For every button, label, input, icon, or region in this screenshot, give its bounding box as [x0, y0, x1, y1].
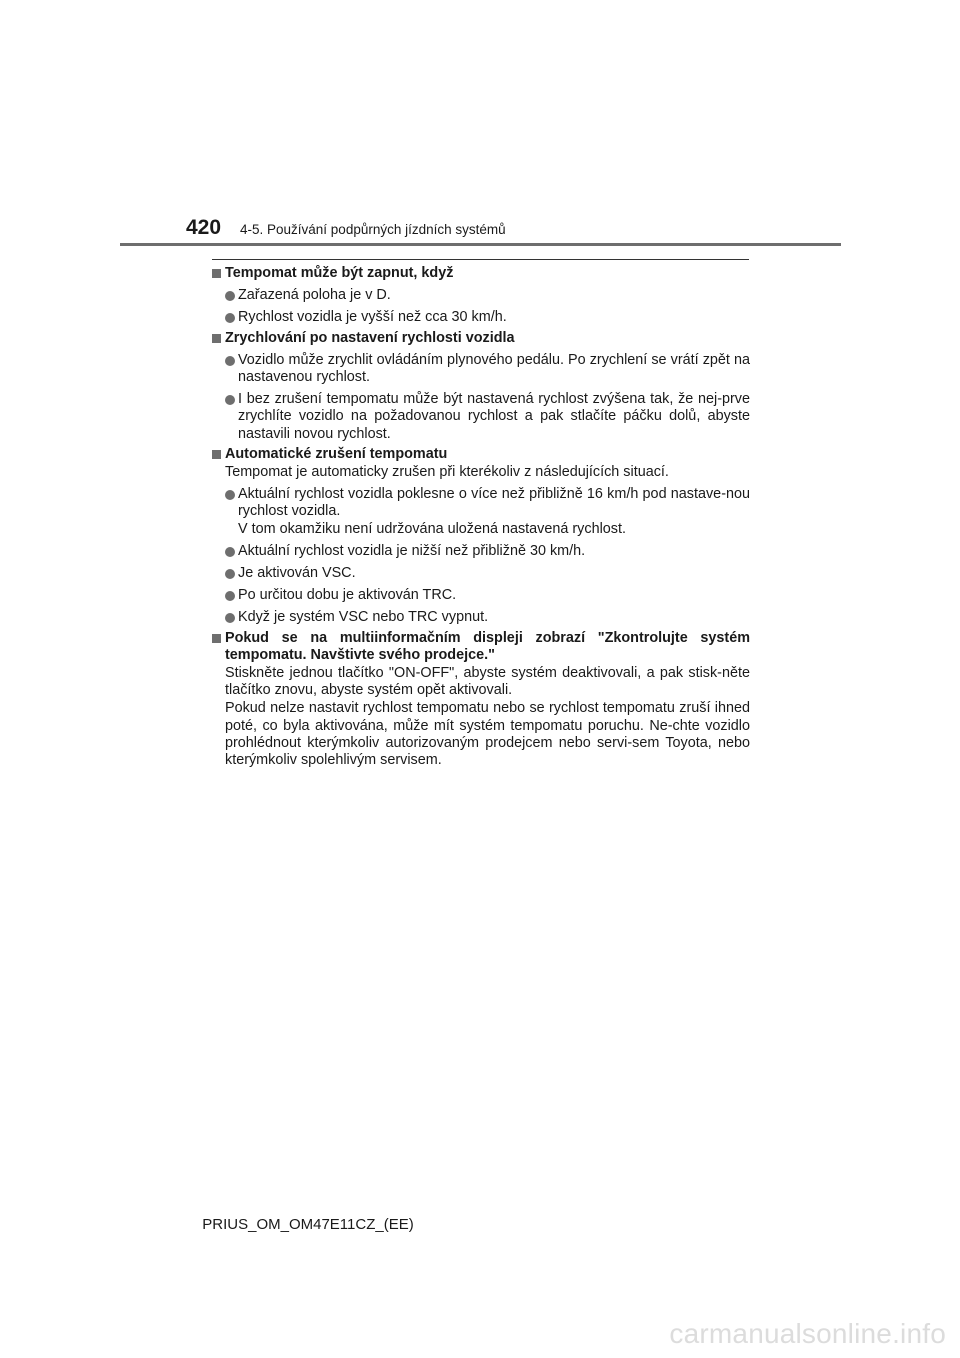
round-bullet-icon [225, 395, 235, 405]
manual-section [212, 630, 750, 770]
round-bullet-icon [225, 313, 235, 323]
bullet-text: Aktuální rychlost vozidla je nižší než přibližně 30 km/h. [238, 542, 586, 559]
bullet-item [212, 565, 750, 582]
header-divider [120, 243, 841, 246]
section-heading [212, 330, 750, 347]
bullet-text: Zařazená poloha je v D. [238, 287, 391, 304]
section-heading [212, 446, 750, 463]
manual-section [212, 330, 750, 443]
round-bullet-icon [225, 356, 235, 366]
square-bullet-icon [212, 334, 221, 343]
bullet-text: V tom okamžiku není udržována uložená nastavená rychlost. [238, 520, 626, 537]
page-number: 420 [186, 216, 222, 239]
section-heading-text: Tempomat může být zapnut, když [225, 265, 454, 281]
bullet-item [212, 543, 750, 560]
round-bullet-icon [225, 291, 235, 301]
round-bullet-icon [225, 547, 235, 557]
bullet-item [212, 287, 750, 304]
content-divider [212, 259, 749, 260]
bullet-text: I bez zrušení tempomatu může být nastavená rychlost zvýšena tak, že nej-prve zrychlíte vozidlo na požadovanou rychlost a pak stlačíte páčku dolů, abyste nastavili novou rychlost. [238, 391, 750, 442]
manual-section [212, 446, 750, 627]
bullet-text: Vozidlo může zrychlit ovládáním plynového pedálu. Po zrychlení se vrátí zpět na nastavenou rychlost. [238, 351, 750, 386]
section-heading-text: Automatické zrušení tempomatu [225, 445, 448, 462]
page-header [0, 212, 960, 252]
bullet-item [212, 309, 750, 326]
watermark: carmanualsonline.info [669, 1318, 946, 1349]
page-footer [0, 1216, 960, 1233]
bullet-text: Je aktivován VSC. [238, 565, 356, 582]
bullet-text: Po určitou dobu je aktivován TRC. [238, 587, 457, 604]
body-paragraph: Pokud nelze nastavit rychlost tempomatu nebo se rychlost tempomatu zruší ihned poté, co byla aktivována, může mít systém tempomatu poruchu. Ne-chte vozidlo prohlédnout kterýmkoliv autorizovaným prodejcem nebo servi-sem Toyota, nebo kterýmkoliv spolehlivým servisem. [225, 700, 750, 769]
bullet-item [212, 486, 750, 538]
bullet-item [212, 609, 750, 626]
bullet-item [212, 352, 750, 386]
section-heading-text: Pokud se na multiinformačním displeji zobrazí "Zkontrolujte systém tempomatu. Navštivte svého prodejce." [225, 629, 750, 663]
bullet-text: Aktuální rychlost vozidla poklesne o více než přibližně 16 km/h pod nastave-nou rychlost vozidla. [238, 486, 750, 520]
bullet-item [212, 587, 750, 604]
square-bullet-icon [212, 450, 221, 459]
body-paragraph: Stiskněte jednou tlačítko "ON-OFF", abyste systém deaktivovali, a pak stisk-něte tlačítko znovu, abyste systém opět aktivovali. [225, 665, 750, 699]
section-heading [212, 265, 750, 282]
round-bullet-icon [225, 490, 235, 500]
bullet-text: Rychlost vozidla je vyšší než cca 30 km/h. [238, 309, 507, 326]
manual-content [212, 265, 750, 769]
round-bullet-icon [225, 569, 235, 579]
bullet-item [212, 391, 750, 443]
section-title: 4-5. Používání podpůrných jízdních systémů [240, 222, 506, 237]
manual-section [212, 265, 750, 327]
document-code: PRIUS_OM_OM47E11CZ_(EE) [202, 1216, 414, 1233]
bullet-text: Když je systém VSC nebo TRC vypnut. [238, 609, 489, 626]
square-bullet-icon [212, 269, 221, 278]
round-bullet-icon [225, 613, 235, 623]
body-paragraph: Tempomat je automaticky zrušen při kterékoliv z následujících situací. [225, 464, 669, 481]
round-bullet-icon [225, 591, 235, 601]
section-heading [212, 630, 750, 664]
section-heading-text: Zrychlování po nastavení rychlosti vozidla [225, 329, 515, 346]
square-bullet-icon [212, 634, 221, 643]
